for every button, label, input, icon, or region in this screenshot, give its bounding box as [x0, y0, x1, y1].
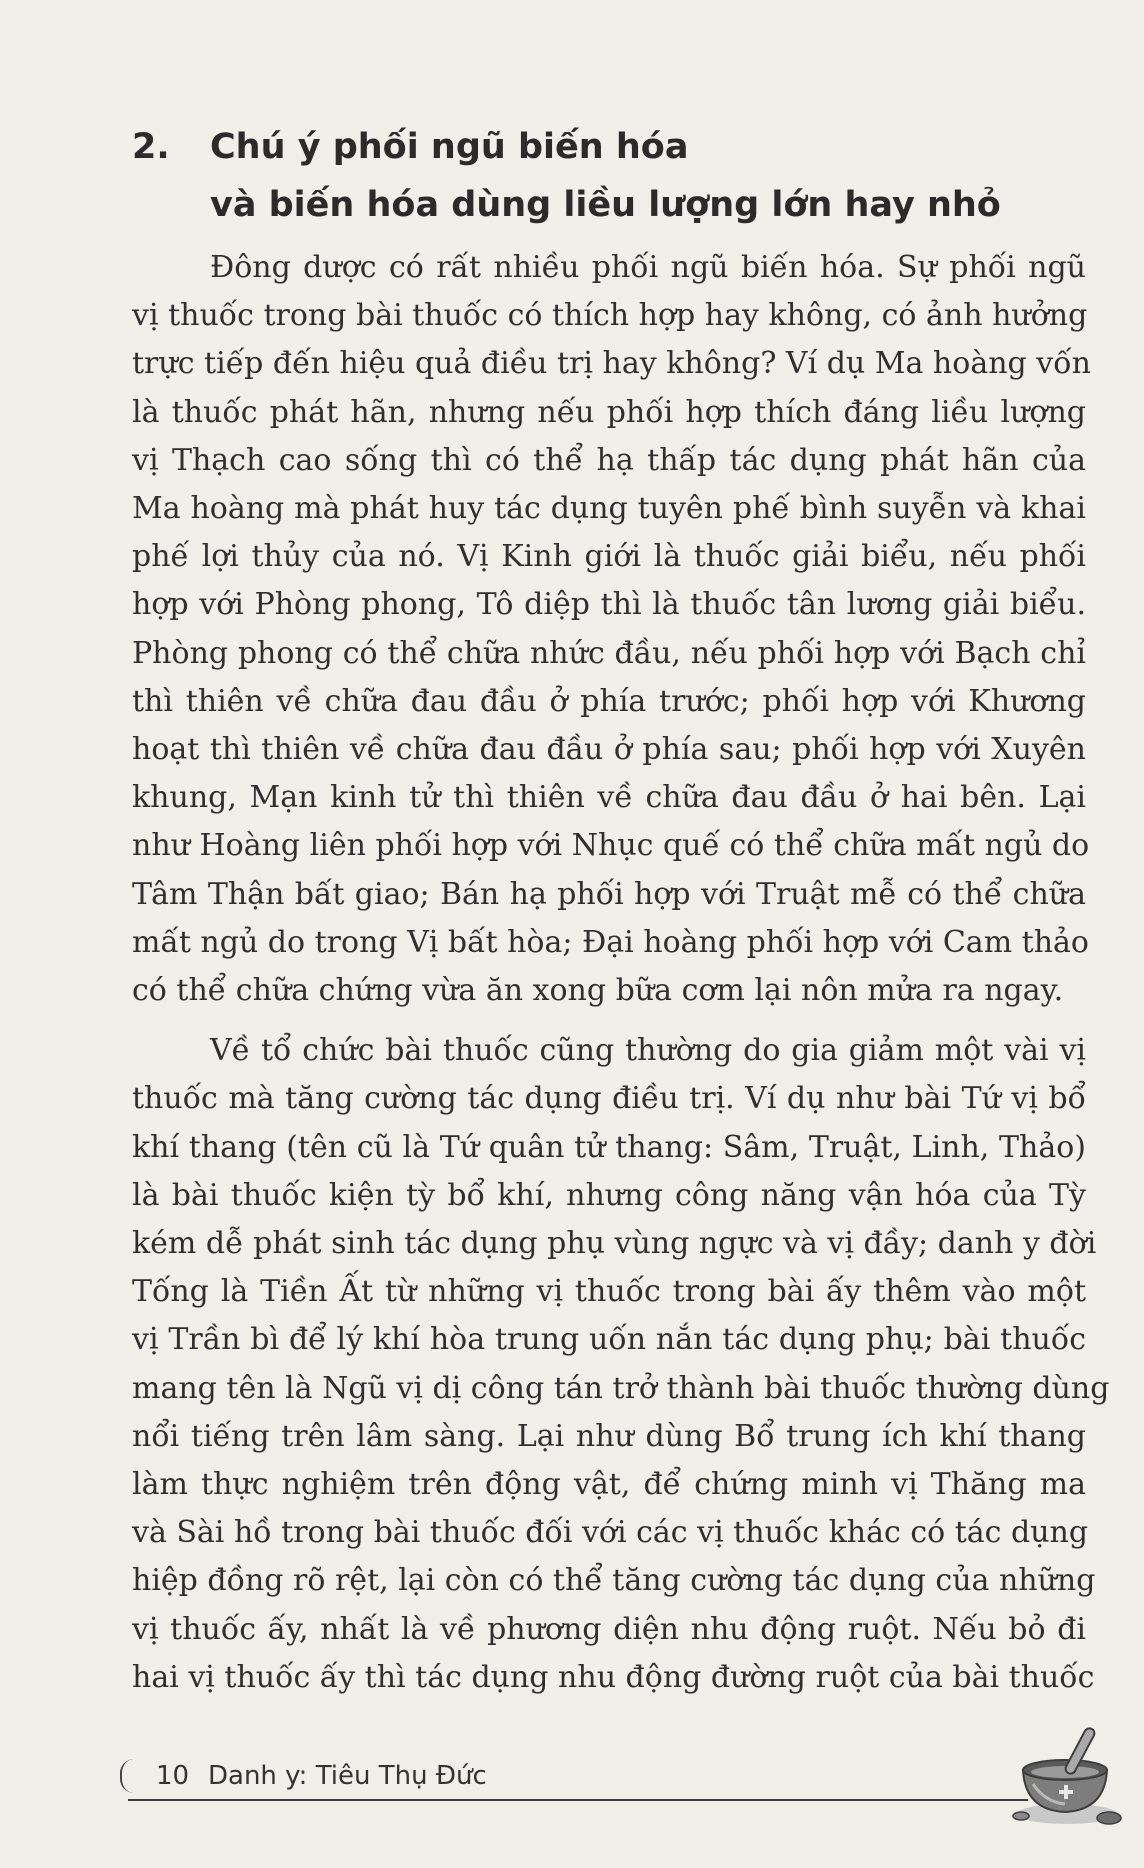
text-line: hai vị thuốc ấy thì tác dụng nhu động đường ruột của bài thuốc: [132, 1659, 1095, 1695]
text-line: thì thiên về chữa đau đầu ở phía trước; phối hợp với Khương: [132, 683, 1086, 719]
text-line: là thuốc phát hãn, nhưng nếu phối hợp thích đáng liều lượng: [132, 394, 1086, 430]
footer-rule: [128, 1799, 1028, 1801]
running-head: Danh y: Tiêu Thụ Đức: [208, 1761, 487, 1791]
text-line: mang tên là Ngũ vị dị công tán trở thành bài thuốc thường dùng: [132, 1370, 1110, 1406]
body-text: [132, 244, 1110, 1702]
text-line: hợp với Phòng phong, Tô diệp thì là thuốc tân lương giải biểu.: [132, 587, 1086, 623]
text-line: Tống là Tiền Ất từ những vị thuốc trong bài ấy thêm vào một: [132, 1274, 1086, 1310]
heading-title-line-1: Chú ý phối ngũ biến hóa: [210, 127, 689, 167]
text-line: Về tổ chức bài thuốc cũng thường do gia giảm một vài vị: [210, 1033, 1086, 1069]
paragraph-gap: [132, 1015, 1086, 1027]
mortar-and-pestle-icon: [1005, 1718, 1125, 1828]
text-line: mất ngủ do trong Vị bất hòa; Đại hoàng phối hợp với Cam thảo: [132, 924, 1089, 960]
text-line: nổi tiếng trên lâm sàng. Lại như dùng Bổ trung ích khí thang: [132, 1418, 1086, 1454]
text-line: vị thuốc trong bài thuốc có thích hợp hay không, có ảnh hưởng: [132, 298, 1088, 334]
text-line: kém dễ phát sinh tác dụng phụ vùng ngực và vị đầy; danh y đời: [132, 1226, 1097, 1262]
text-line: khí thang (tên cũ là Tứ quân tử thang: Sâm, Truật, Linh, Thảo): [132, 1129, 1086, 1165]
text-line: vị Trần bì để lý khí hòa trung uốn nắn tác dụng phụ; bài thuốc: [132, 1322, 1086, 1358]
section-heading: [132, 118, 1001, 234]
page-footer: [120, 1755, 1040, 1805]
section-number: 2.: [132, 127, 170, 167]
text-line: vị thuốc ấy, nhất là về phương diện nhu động ruột. Nếu bỏ đi: [132, 1611, 1086, 1647]
text-line: Phòng phong có thể chữa nhức đầu, nếu phối hợp với Bạch chỉ: [132, 635, 1086, 671]
text-line: hoạt thì thiên về chữa đau đầu ở phía sau; phối hợp với Xuyên: [132, 732, 1086, 768]
text-line: như Hoàng liên phối hợp với Nhục quế có thể chữa mất ngủ do: [132, 828, 1090, 864]
text-line: là bài thuốc kiện tỳ bổ khí, nhưng công năng vận hóa của Tỳ: [132, 1177, 1086, 1213]
text-line: có thể chữa chứng vừa ăn xong bữa cơm lại nôn mửa ra ngay.: [132, 973, 1064, 1009]
text-line: Ma hoàng mà phát huy tác dụng tuyên phế bình suyễn và khai: [132, 491, 1086, 527]
text-line: Tâm Thận bất giao; Bán hạ phối hợp với Truật mễ có thể chữa: [132, 876, 1086, 912]
text-line: làm thực nghiệm trên động vật, để chứng minh vị Thăng ma: [132, 1467, 1086, 1503]
text-line: hiệp đồng rõ rệt, lại còn có thể tăng cường tác dụng của những: [132, 1563, 1096, 1599]
text-line: khung, Mạn kinh tử thì thiên về chữa đau đầu ở hai bên. Lại: [132, 780, 1086, 816]
heading-line-1: [132, 118, 1001, 176]
text-line: phế lợi thủy của nó. Vị Kinh giới là thuốc giải biểu, nếu phối: [132, 539, 1086, 575]
text-line: Đông dược có rất nhiều phối ngũ biến hóa. Sự phối ngũ: [210, 250, 1086, 285]
footer-bracket: [120, 1759, 136, 1793]
text-line: vị Thạch cao sống thì có thể hạ thấp tác dụng phát hãn của: [132, 442, 1086, 478]
text-line: trực tiếp đến hiệu quả điều trị hay không? Ví dụ Ma hoàng vốn: [132, 346, 1091, 382]
page-number: 10: [156, 1761, 190, 1791]
heading-title-line-2: và biến hóa dùng liều lượng lớn hay nhỏ: [210, 185, 1001, 225]
text-line: và Sài hồ trong bài thuốc đối với các vị thuốc khác có tác dụng: [132, 1515, 1089, 1551]
text-line: thuốc mà tăng cường tác dụng điều trị. Ví dụ như bài Tứ vị bổ: [132, 1081, 1086, 1117]
